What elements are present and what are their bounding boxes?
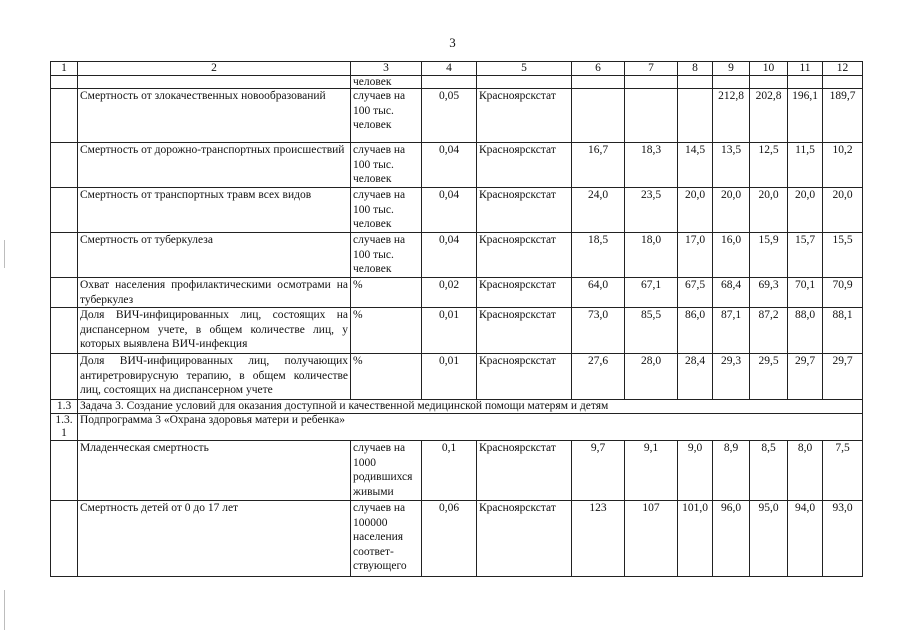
- header-cell: 10: [750, 62, 788, 76]
- value-cell-v10: 202,8: [750, 89, 788, 143]
- header-cell: 5: [477, 62, 572, 76]
- header-cell: 1: [51, 62, 78, 76]
- row-number-cell: [51, 143, 78, 188]
- unit-cell: случаев на 100 тыс. человек: [351, 89, 422, 143]
- weight-cell: 0,04: [422, 143, 477, 188]
- indicator-name-cell: Младенческая смертность: [78, 441, 351, 501]
- value-cell-v6: 64,0: [572, 278, 625, 308]
- subprogram-row-number: 1.3.1: [51, 414, 78, 441]
- value-cell-v7: 28,0: [625, 354, 678, 400]
- indicator-name-cell: Доля ВИЧ-инфицированных лиц, получающих антиретровирусную терапию, в общем количестве лиц, состоящих на диспансерном учете: [78, 354, 351, 400]
- table-row: [51, 89, 863, 143]
- table-row: [51, 501, 863, 577]
- source-cell: Красноярскстат: [477, 188, 572, 233]
- header-cell: 8: [678, 62, 713, 76]
- weight-cell: 0,04: [422, 233, 477, 278]
- value-cell-v9: 13,5: [713, 143, 750, 188]
- table-row-continuation: [51, 76, 863, 89]
- table-row: [51, 354, 863, 400]
- value-cell-v6: 9,7: [572, 441, 625, 501]
- value-cell-v11: 88,0: [788, 308, 823, 354]
- scan-artifact-line: [4, 590, 5, 630]
- value-cell-v12: 93,0: [823, 501, 863, 577]
- value-cell-v6: 18,5: [572, 233, 625, 278]
- value-cell-v7: 18,0: [625, 233, 678, 278]
- source-cell: Красноярскстат: [477, 441, 572, 501]
- source-cell: Красноярскстат: [477, 233, 572, 278]
- value-cell-v11: 20,0: [788, 188, 823, 233]
- page-number: 3: [449, 35, 456, 50]
- value-cell-v6: [572, 89, 625, 143]
- value-cell-v9: 29,3: [713, 354, 750, 400]
- value-cell-v7: 67,1: [625, 278, 678, 308]
- unit-cell: %: [351, 278, 422, 308]
- value-cell-v12: 29,7: [823, 354, 863, 400]
- header-cell: 3: [351, 62, 422, 76]
- value-cell-v7: 9,1: [625, 441, 678, 501]
- header-cell: 7: [625, 62, 678, 76]
- value-cell-v9: 8,9: [713, 441, 750, 501]
- weight-cell: 0,06: [422, 501, 477, 577]
- weight-cell: 0,1: [422, 441, 477, 501]
- value-cell-v10: 95,0: [750, 501, 788, 577]
- value-cell-v9: 87,1: [713, 308, 750, 354]
- row-number-cell: [51, 278, 78, 308]
- value-cell-v11: 70,1: [788, 278, 823, 308]
- value-cell-v8: 67,5: [678, 278, 713, 308]
- value-cell-v9: 212,8: [713, 89, 750, 143]
- weight-cell: 0,01: [422, 354, 477, 400]
- unit-cell: случаев на 100 тыс. человек: [351, 233, 422, 278]
- source-cell: Красноярскстат: [477, 143, 572, 188]
- indicator-name-cell: Доля ВИЧ-инфицированных лиц, состоящих на диспансерном учете, в общем количестве лиц, у которых выявлена ВИЧ-инфекция: [78, 308, 351, 354]
- unit-cell: %: [351, 354, 422, 400]
- value-cell-v8: 101,0: [678, 501, 713, 577]
- header-cell: 12: [823, 62, 863, 76]
- value-cell-v7: 107: [625, 501, 678, 577]
- task-row-text: Задача 3. Создание условий для оказания доступной и качественной медицинской помощи матерям и детям: [78, 400, 863, 414]
- unit-cell: %: [351, 308, 422, 354]
- table-row: [51, 278, 863, 308]
- scan-artifact-line: [4, 240, 5, 268]
- source-cell: Красноярскстат: [477, 354, 572, 400]
- value-cell-v8: [678, 89, 713, 143]
- indicator-name-cell: Смертность детей от 0 до 17 лет: [78, 501, 351, 577]
- value-cell-v10: 87,2: [750, 308, 788, 354]
- value-cell-v7: 85,5: [625, 308, 678, 354]
- value-cell-v12: 10,2: [823, 143, 863, 188]
- value-cell-v11: 29,7: [788, 354, 823, 400]
- value-cell-v12: 189,7: [823, 89, 863, 143]
- value-cell-v7: 23,5: [625, 188, 678, 233]
- task-row: [51, 400, 863, 414]
- task-row-number: 1.3: [51, 400, 78, 414]
- source-cell: Красноярскстат: [477, 501, 572, 577]
- weight-cell: 0,01: [422, 308, 477, 354]
- header-row: [51, 62, 863, 76]
- unit-cell: случаев на 100000 населения соответ-ствующего: [351, 501, 422, 577]
- subprogram-row-text: Подпрограмма 3 «Охрана здоровья матери и ребенка»: [78, 414, 863, 441]
- unit-cell: случаев на 100 тыс. человек: [351, 143, 422, 188]
- value-cell-v10: 15,9: [750, 233, 788, 278]
- row-number-cell: [51, 308, 78, 354]
- indicator-name-cell: Смертность от злокачественных новообразований: [78, 89, 351, 143]
- value-cell-v6: 16,7: [572, 143, 625, 188]
- value-cell-v12: 15,5: [823, 233, 863, 278]
- value-cell-v8: 14,5: [678, 143, 713, 188]
- header-cell: 11: [788, 62, 823, 76]
- value-cell-v7: 18,3: [625, 143, 678, 188]
- value-cell-v10: 12,5: [750, 143, 788, 188]
- value-cell-v9: 68,4: [713, 278, 750, 308]
- table-row: [51, 188, 863, 233]
- weight-cell: 0,05: [422, 89, 477, 143]
- value-cell-v11: 94,0: [788, 501, 823, 577]
- value-cell-v9: 20,0: [713, 188, 750, 233]
- value-cell-v11: 8,0: [788, 441, 823, 501]
- row-number-cell: [51, 89, 78, 143]
- indicator-name-cell: Смертность от транспортных травм всех видов: [78, 188, 351, 233]
- header-cell: 4: [422, 62, 477, 76]
- value-cell-v12: 7,5: [823, 441, 863, 501]
- header-cell: 6: [572, 62, 625, 76]
- header-cell: 2: [78, 62, 351, 76]
- value-cell-v8: 28,4: [678, 354, 713, 400]
- value-cell-v11: 11,5: [788, 143, 823, 188]
- value-cell-v12: 88,1: [823, 308, 863, 354]
- value-cell-v10: 8,5: [750, 441, 788, 501]
- value-cell-v8: 20,0: [678, 188, 713, 233]
- unit-cell: случаев на 1000 родившихся живыми: [351, 441, 422, 501]
- value-cell-v6: 123: [572, 501, 625, 577]
- table-row: [51, 233, 863, 278]
- value-cell-v8: 86,0: [678, 308, 713, 354]
- subprogram-row: [51, 414, 863, 441]
- value-cell-v6: 27,6: [572, 354, 625, 400]
- value-cell-v10: 29,5: [750, 354, 788, 400]
- value-cell-v9: 16,0: [713, 233, 750, 278]
- unit-cell: человек: [351, 76, 422, 89]
- header-cell: 9: [713, 62, 750, 76]
- value-cell-v11: 15,7: [788, 233, 823, 278]
- table-row: [51, 441, 863, 501]
- value-cell-v8: 17,0: [678, 233, 713, 278]
- row-number-cell: [51, 188, 78, 233]
- indicators-table: [50, 61, 863, 577]
- source-cell: Красноярскстат: [477, 308, 572, 354]
- value-cell-v11: 196,1: [788, 89, 823, 143]
- value-cell-v10: 20,0: [750, 188, 788, 233]
- value-cell-v7: [625, 89, 678, 143]
- value-cell-v6: 73,0: [572, 308, 625, 354]
- table-row: [51, 143, 863, 188]
- value-cell-v6: 24,0: [572, 188, 625, 233]
- indicator-name-cell: Охват населения профилактическими осмотрами на туберкулез: [78, 278, 351, 308]
- table-row: [51, 308, 863, 354]
- value-cell-v8: 9,0: [678, 441, 713, 501]
- source-cell: Красноярскстат: [477, 89, 572, 143]
- row-number-cell: [51, 233, 78, 278]
- value-cell-v12: 70,9: [823, 278, 863, 308]
- value-cell-v9: 96,0: [713, 501, 750, 577]
- unit-cell: случаев на 100 тыс. человек: [351, 188, 422, 233]
- row-number-cell: [51, 354, 78, 400]
- indicator-name-cell: Смертность от дорожно-транспортных происшествий: [78, 143, 351, 188]
- row-number-cell: [51, 501, 78, 577]
- indicator-name-cell: Смертность от туберкулеза: [78, 233, 351, 278]
- row-number-cell: [51, 441, 78, 501]
- weight-cell: 0,04: [422, 188, 477, 233]
- value-cell-v10: 69,3: [750, 278, 788, 308]
- source-cell: Красноярскстат: [477, 278, 572, 308]
- weight-cell: 0,02: [422, 278, 477, 308]
- value-cell-v12: 20,0: [823, 188, 863, 233]
